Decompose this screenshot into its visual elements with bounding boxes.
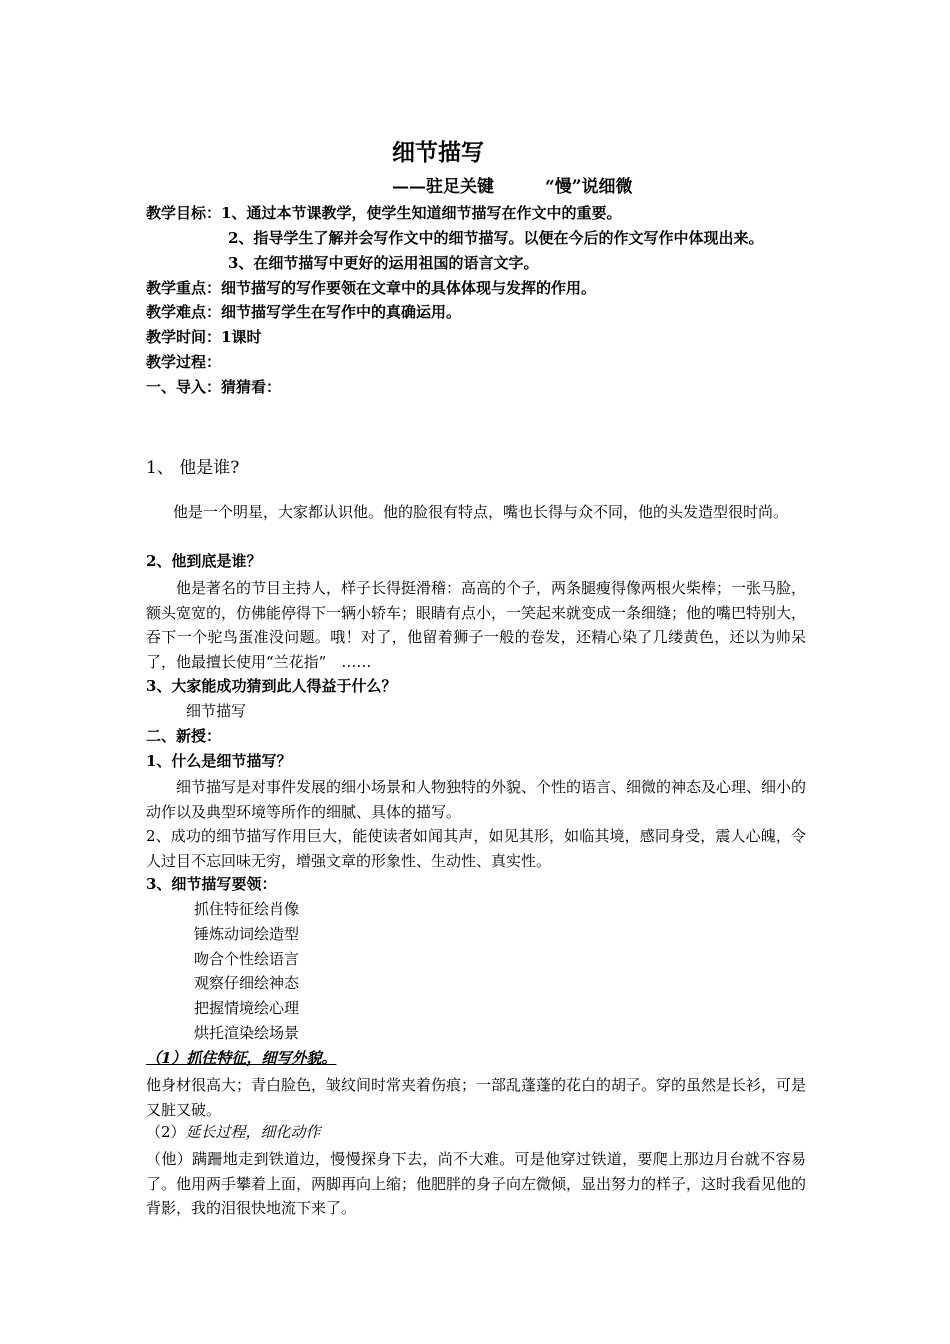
tip-item: 把握情境绘心理 bbox=[194, 999, 300, 1017]
goals-label: 教学目标： bbox=[146, 204, 222, 222]
section-1-text: 他身材很高大；青白脸色，皱纹间时常夹着伤痕；一部乱蓬蓬的花白的胡子。穿的虽然是长衫，可是又脏又破。 bbox=[146, 1076, 807, 1119]
teaching-focus: 教学重点：细节描写的写作要领在文章中的具体体现与发挥的作用。 bbox=[146, 279, 597, 297]
goal-2: 2、指导学生了解并会写作文中的细节描写。以便在今后的作文写作中体现出来。 bbox=[228, 229, 764, 247]
section-1-title: （1）抓住特征，细写外貌。 bbox=[146, 1049, 337, 1067]
question-2-text: 他是著名的节目主持人，样子长得挺滑稽：高高的个子，两条腿瘦得像两根火柴棒；一张马脸，额头宽宽的，仿佛能停得下一辆小轿车；眼睛有点小，一笑起来就变成一条细缝；他的嘴巴特别大，吞下一个驼鸟蛋准没问题。哦！对了，他留着狮子一般的卷发，还精心染了几缕黄色，还以为帅呆了，他最擅长使用“兰花指” …… bbox=[146, 579, 807, 671]
goals-line-1 bbox=[146, 203, 621, 223]
teaching-difficulty: 教学难点：细节描写学生在写作中的真确运用。 bbox=[146, 303, 462, 321]
section-2-title: 延长过程，细化动作 bbox=[185, 1123, 321, 1141]
section-2-heading bbox=[146, 1122, 321, 1142]
tip-item: 吻合个性绘语言 bbox=[194, 950, 300, 968]
document-subtitle: ——驻足关键 “慢”说细微 bbox=[392, 177, 633, 197]
tips-label: 3、细节描写要领： bbox=[146, 875, 277, 893]
tip-item: 烘托渲染绘场景 bbox=[194, 1024, 300, 1042]
tip-item: 抓住特征绘肖像 bbox=[194, 900, 300, 918]
question-3: 3、大家能成功猜到此人得益于什么？ bbox=[146, 677, 397, 695]
teaching-process: 教学过程： bbox=[146, 353, 222, 371]
goal-3: 3、在细节描写中更好的运用祖国的语言文字。 bbox=[228, 254, 539, 272]
question-3-answer: 细节描写 bbox=[186, 702, 247, 720]
intro-heading: 一、导入：猜猜看： bbox=[146, 378, 282, 396]
goal-1: 1、通过本节课教学，使学生知道细节描写在作文中的重要。 bbox=[221, 204, 622, 222]
new-lesson-heading: 二、新授： bbox=[146, 727, 222, 745]
teaching-time: 教学时间：1课时 bbox=[146, 328, 262, 346]
question-2: 2、他到底是谁？ bbox=[146, 552, 262, 570]
section-2-number: （2） bbox=[146, 1123, 186, 1141]
effect-text: 2、成功的细节描写作用巨大，能使读者如闻其声，如见其形，如临其境，感同身受，震人心魄，令人过目不忘回味无穷，增强文章的形象性、生动性、真实性。 bbox=[146, 827, 806, 870]
question-1: 1、 他是谁? bbox=[146, 458, 240, 478]
tip-item: 锤炼动词绘造型 bbox=[194, 925, 300, 943]
tip-item: 观察仔细绘神态 bbox=[194, 974, 300, 992]
question-1-text: 他是一个明星，大家都认识他。他的脸很有特点，嘴也长得与众不同，他的头发造型很时尚。 bbox=[173, 503, 789, 521]
document-title: 细节描写 bbox=[392, 139, 484, 166]
what-text: 细节描写是对事件发展的细小场景和人物独特的外貌、个性的语言、细微的神态及心理、细小的动作以及典型环境等所作的细腻、具体的描写。 bbox=[146, 778, 807, 821]
what-question: 1、什么是细节描写？ bbox=[146, 752, 292, 770]
section-2-text: （他）蹒跚地走到铁道边，慢慢探身下去，尚不大难。可是他穿过铁道，要爬上那边月台就不容易了。他用两手攀着上面，两脚再向上缩；他肥胖的身子向左微倾，显出努力的样子，这时我看见他的背影，我的泪很快地流下来了。 bbox=[146, 1150, 807, 1217]
